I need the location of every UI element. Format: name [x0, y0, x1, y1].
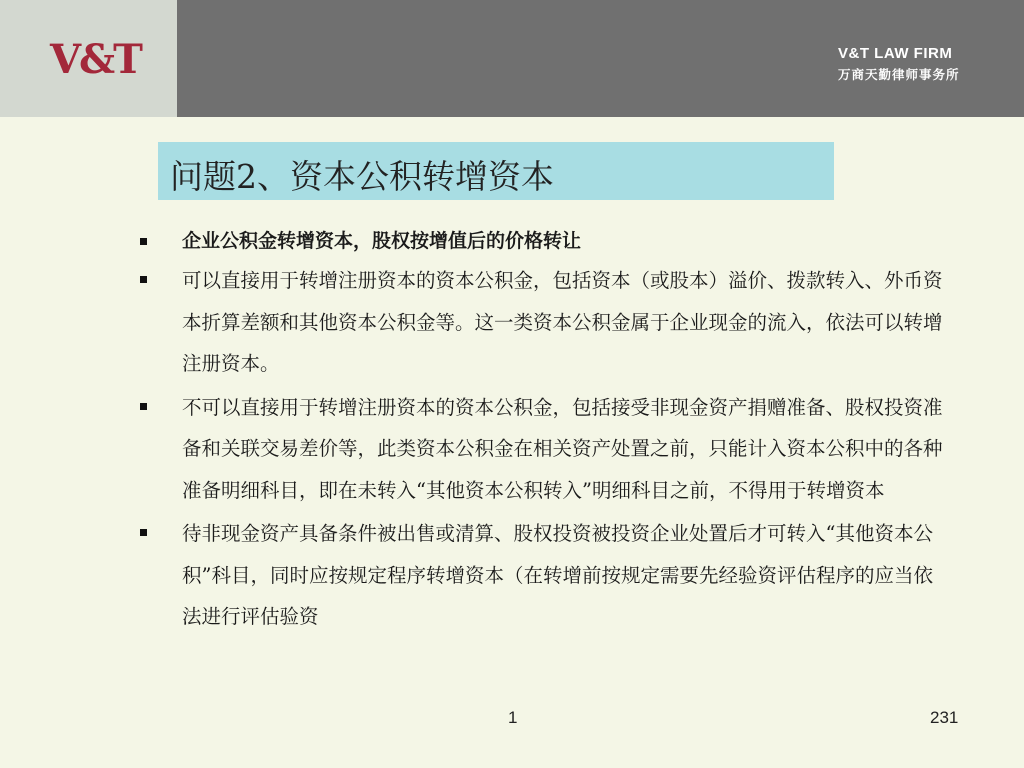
- bullet-item: [140, 222, 960, 260]
- firm-name-cn: 万商天勤律师事务所: [838, 67, 960, 82]
- square-bullet-icon: [140, 403, 147, 410]
- page-number: 1: [508, 708, 518, 727]
- bullet-text: 可以直接用于转增注册资本的资本公积金，包括资本（或股本）溢价、拨款转入、外币资本折算差额和其他资本公积金等。这一类资本公积金属于企业现金的流入，依法可以转增注册资本。: [182, 269, 943, 375]
- slide-number: 231: [930, 708, 959, 727]
- bullet-text: 企业公积金转增资本，股权按增值后的价格转让: [182, 230, 582, 252]
- bullet-text: 待非现金资产具备条件被出售或清算、股权投资被投资企业处置后才可转入“其他资本公积”科目，同时应按规定程序转增资本（在转增前按规定需要先经验资评估程序的应当依法进行评估验资: [182, 522, 933, 628]
- vt-logo: V&T: [50, 36, 141, 83]
- square-bullet-icon: [140, 529, 147, 536]
- bullet-item: [140, 513, 960, 638]
- logo-panel: [0, 0, 177, 117]
- header-bar: [0, 0, 1024, 117]
- square-bullet-icon: [140, 276, 147, 283]
- bullet-item: [140, 387, 960, 512]
- square-bullet-icon: [140, 238, 147, 245]
- firm-name-en: V&T LAW FIRM: [838, 45, 953, 62]
- bullet-item: [140, 260, 960, 385]
- bullet-text: 不可以直接用于转增注册资本的资本公积金，包括接受非现金资产捐赠准备、股权投资准备和关联交易差价等，此类资本公积金在相关资产处置之前，只能计入资本公积中的各种准备明细科目，即在未转入“其他资本公积转入”明细科目之前，不得用于转增资本: [182, 395, 943, 502]
- slide-title: 问题2、资本公积转增资本: [170, 157, 554, 196]
- bullet-list: [140, 222, 960, 638]
- slide-title-box: [158, 142, 834, 200]
